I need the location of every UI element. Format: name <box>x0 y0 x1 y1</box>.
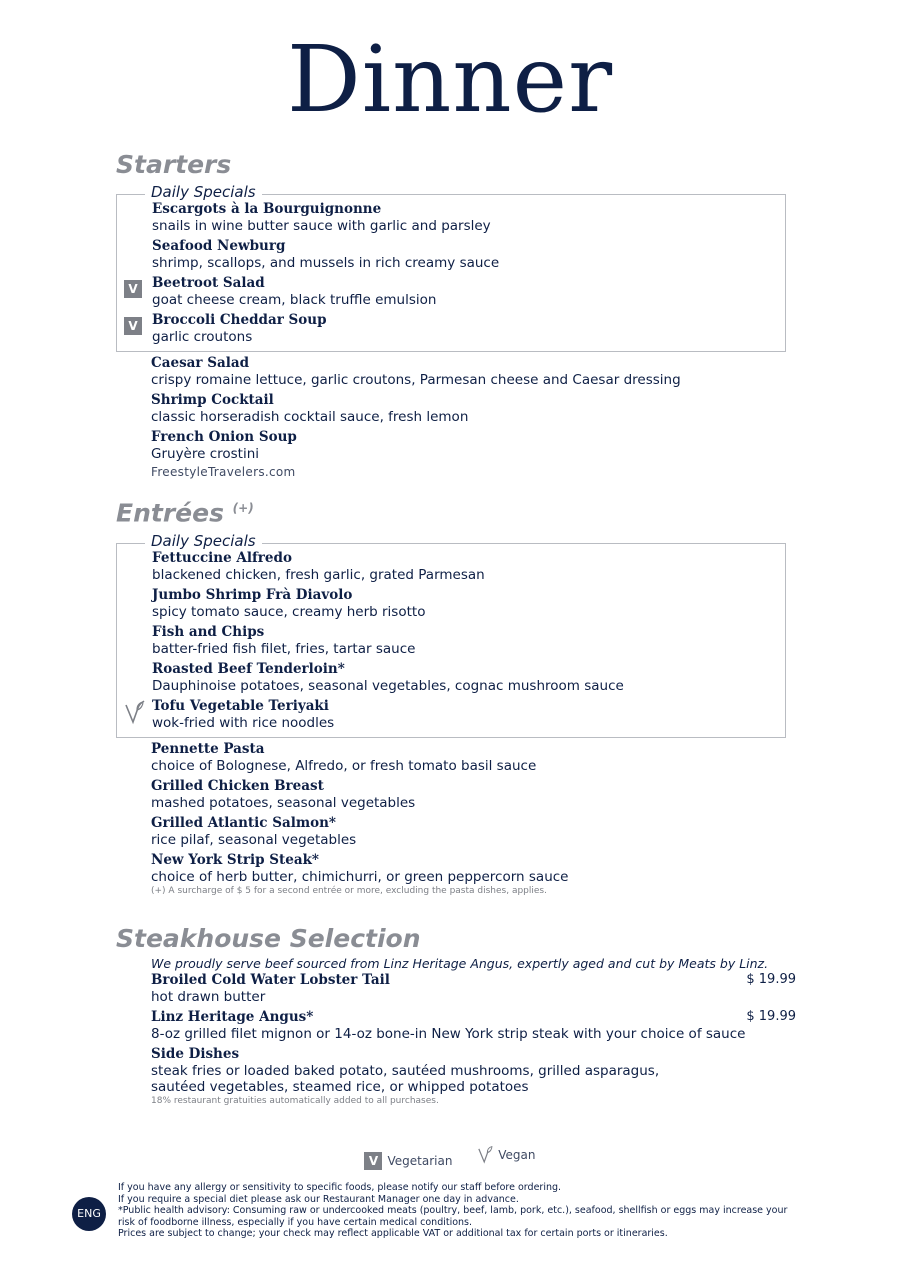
steakhouse-heading: Steakhouse Selection <box>116 924 421 953</box>
item-description: Gruyère crostini <box>151 446 260 462</box>
legend-label: Vegan <box>498 1148 536 1162</box>
surcharge-footnote: (+) A surcharge of $ 5 for a second entrée or more, excluding the pasta dishes, applies. <box>151 886 547 897</box>
menu-item <box>117 698 785 731</box>
item-description: hot drawn butter <box>151 989 266 1005</box>
menu-item <box>116 815 796 848</box>
item-name: Shrimp Cocktail <box>151 392 274 408</box>
item-name: Tofu Vegetable Teriyaki <box>152 698 329 715</box>
menu-item <box>116 1009 796 1042</box>
item-name: Fettuccine Alfredo <box>152 550 292 567</box>
item-name: Escargots à la Bourguignonne <box>152 201 382 217</box>
item-name: Seafood Newburg <box>152 238 286 254</box>
item-description: spicy tomato sauce, creamy herb risotto <box>152 604 426 621</box>
menu-item <box>116 972 796 1005</box>
menu-item <box>116 778 796 811</box>
legend-vegan <box>476 1145 535 1165</box>
item-description: Dauphinoise potatoes, seasonal vegetables, cognac mushroom sauce <box>152 678 624 695</box>
menu-item <box>117 587 785 620</box>
starters-specials-box <box>116 183 786 352</box>
starters-section <box>116 148 796 480</box>
item-name: French Onion Soup <box>151 429 297 445</box>
menu-item <box>117 661 785 694</box>
footer-line: If you have any allergy or sensitivity to specific foods, please notify our staff before ordering. <box>118 1182 562 1193</box>
item-name: Jumbo Shrimp Frà Diavolo <box>152 587 353 604</box>
website-watermark: FreestyleTravelers.com <box>151 465 296 479</box>
item-description: steak fries or loaded baked potato, sautéed mushrooms, grilled asparagus, <box>151 1063 660 1079</box>
legend-label: Vegetarian <box>387 1154 453 1168</box>
item-price: $ 19.99 <box>746 972 796 987</box>
entrees-section <box>116 491 796 897</box>
item-description: snails in wine butter sauce with garlic and parsley <box>152 218 491 234</box>
menu-item <box>116 392 796 425</box>
menu-item <box>116 852 796 885</box>
surcharge-marker: (+) <box>232 501 254 515</box>
item-price: $ 19.99 <box>746 1009 796 1024</box>
item-description: wok-fried with rice noodles <box>152 715 335 732</box>
gratuity-footnote: 18% restaurant gratuities automatically added to all purchases. <box>151 1096 439 1106</box>
item-description: garlic croutons <box>152 329 253 345</box>
item-description: rice pilaf, seasonal vegetables <box>151 832 357 849</box>
item-name: Broccoli Cheddar Soup <box>152 312 327 328</box>
item-name: Broiled Cold Water Lobster Tail <box>151 972 390 988</box>
item-description: crispy romaine lettuce, garlic croutons, Parmesan cheese and Caesar dressing <box>151 372 681 388</box>
diet-legend <box>0 1145 900 1170</box>
item-description: goat cheese cream, black truffle emulsion <box>152 292 437 308</box>
specials-label: Daily Specials <box>145 182 262 202</box>
menu-item <box>117 312 785 345</box>
item-name: Grilled Atlantic Salmon* <box>151 815 336 832</box>
footer-line: *Public health advisory: Consuming raw or undercooked meats (poultry, beef, lamb, pork, etc.), seafood, shellfish or eggs may increase your risk of foodborne illness, especially if you have certain medical conditions. <box>118 1205 788 1228</box>
steakhouse-section <box>116 922 796 1107</box>
starters-heading: Starters <box>116 150 232 179</box>
entrees-heading <box>116 491 796 530</box>
steakhouse-intro: We proudly serve beef sourced from Linz Heritage Angus, expertly aged and cut by Meats by Linz. <box>151 956 769 971</box>
item-description: classic horseradish cocktail sauce, fresh lemon <box>151 409 469 425</box>
vegan-leaf-icon <box>123 700 145 726</box>
item-description: blackened chicken, fresh garlic, grated Parmesan <box>152 567 485 584</box>
item-description: 8-oz grilled filet mignon or 14-oz bone-in New York strip steak with your choice of sauce <box>151 1026 746 1042</box>
menu-item <box>116 429 796 462</box>
footer-line: Prices are subject to change; your check may reflect applicable VAT or additional tax for certain ports or itineraries. <box>118 1228 668 1240</box>
item-name: Grilled Chicken Breast <box>151 778 324 795</box>
menu-item <box>116 1046 796 1095</box>
vegan-leaf-icon <box>476 1145 494 1165</box>
item-description: sautéed vegetables, steamed rice, or whipped potatoes <box>151 1079 529 1095</box>
item-description: shrimp, scallops, and mussels in rich creamy sauce <box>152 255 500 271</box>
entrees-heading-text: Entrées <box>116 498 224 528</box>
menu-item <box>117 275 785 308</box>
specials-label: Daily Specials <box>145 531 262 551</box>
entrees-specials-box <box>116 532 786 738</box>
menu-item <box>116 741 796 774</box>
item-name: Roasted Beef Tenderloin* <box>152 661 345 678</box>
menu-item <box>117 550 785 583</box>
menu-title: Dinner <box>286 26 614 133</box>
language-badge[interactable]: ENG <box>72 1197 106 1231</box>
item-name: New York Strip Steak* <box>151 852 319 869</box>
item-name: Linz Heritage Angus* <box>151 1009 314 1025</box>
legend-vegetarian <box>364 1152 452 1170</box>
footer-notes <box>118 1182 788 1240</box>
item-name: Beetroot Salad <box>152 275 265 291</box>
item-description: choice of herb butter, chimichurri, or green peppercorn sauce <box>151 869 569 886</box>
vegetarian-badge-icon: V <box>124 317 142 335</box>
menu-item <box>116 355 796 388</box>
vegetarian-badge-icon: V <box>124 280 142 298</box>
item-description: batter-fried fish filet, fries, tartar sauce <box>152 641 416 658</box>
footer-line: If you require a special diet please ask our Restaurant Manager one day in advance. <box>118 1193 519 1205</box>
item-name: Side Dishes <box>151 1046 240 1062</box>
menu-item <box>117 624 785 657</box>
item-name: Pennette Pasta <box>151 741 265 758</box>
vegetarian-badge-icon: V <box>364 1152 382 1170</box>
item-name: Fish and Chips <box>152 624 265 641</box>
item-description: mashed potatoes, seasonal vegetables <box>151 795 416 812</box>
menu-item <box>117 201 785 234</box>
item-name: Caesar Salad <box>151 355 250 371</box>
menu-item <box>117 238 785 271</box>
item-description: choice of Bolognese, Alfredo, or fresh tomato basil sauce <box>151 758 537 775</box>
